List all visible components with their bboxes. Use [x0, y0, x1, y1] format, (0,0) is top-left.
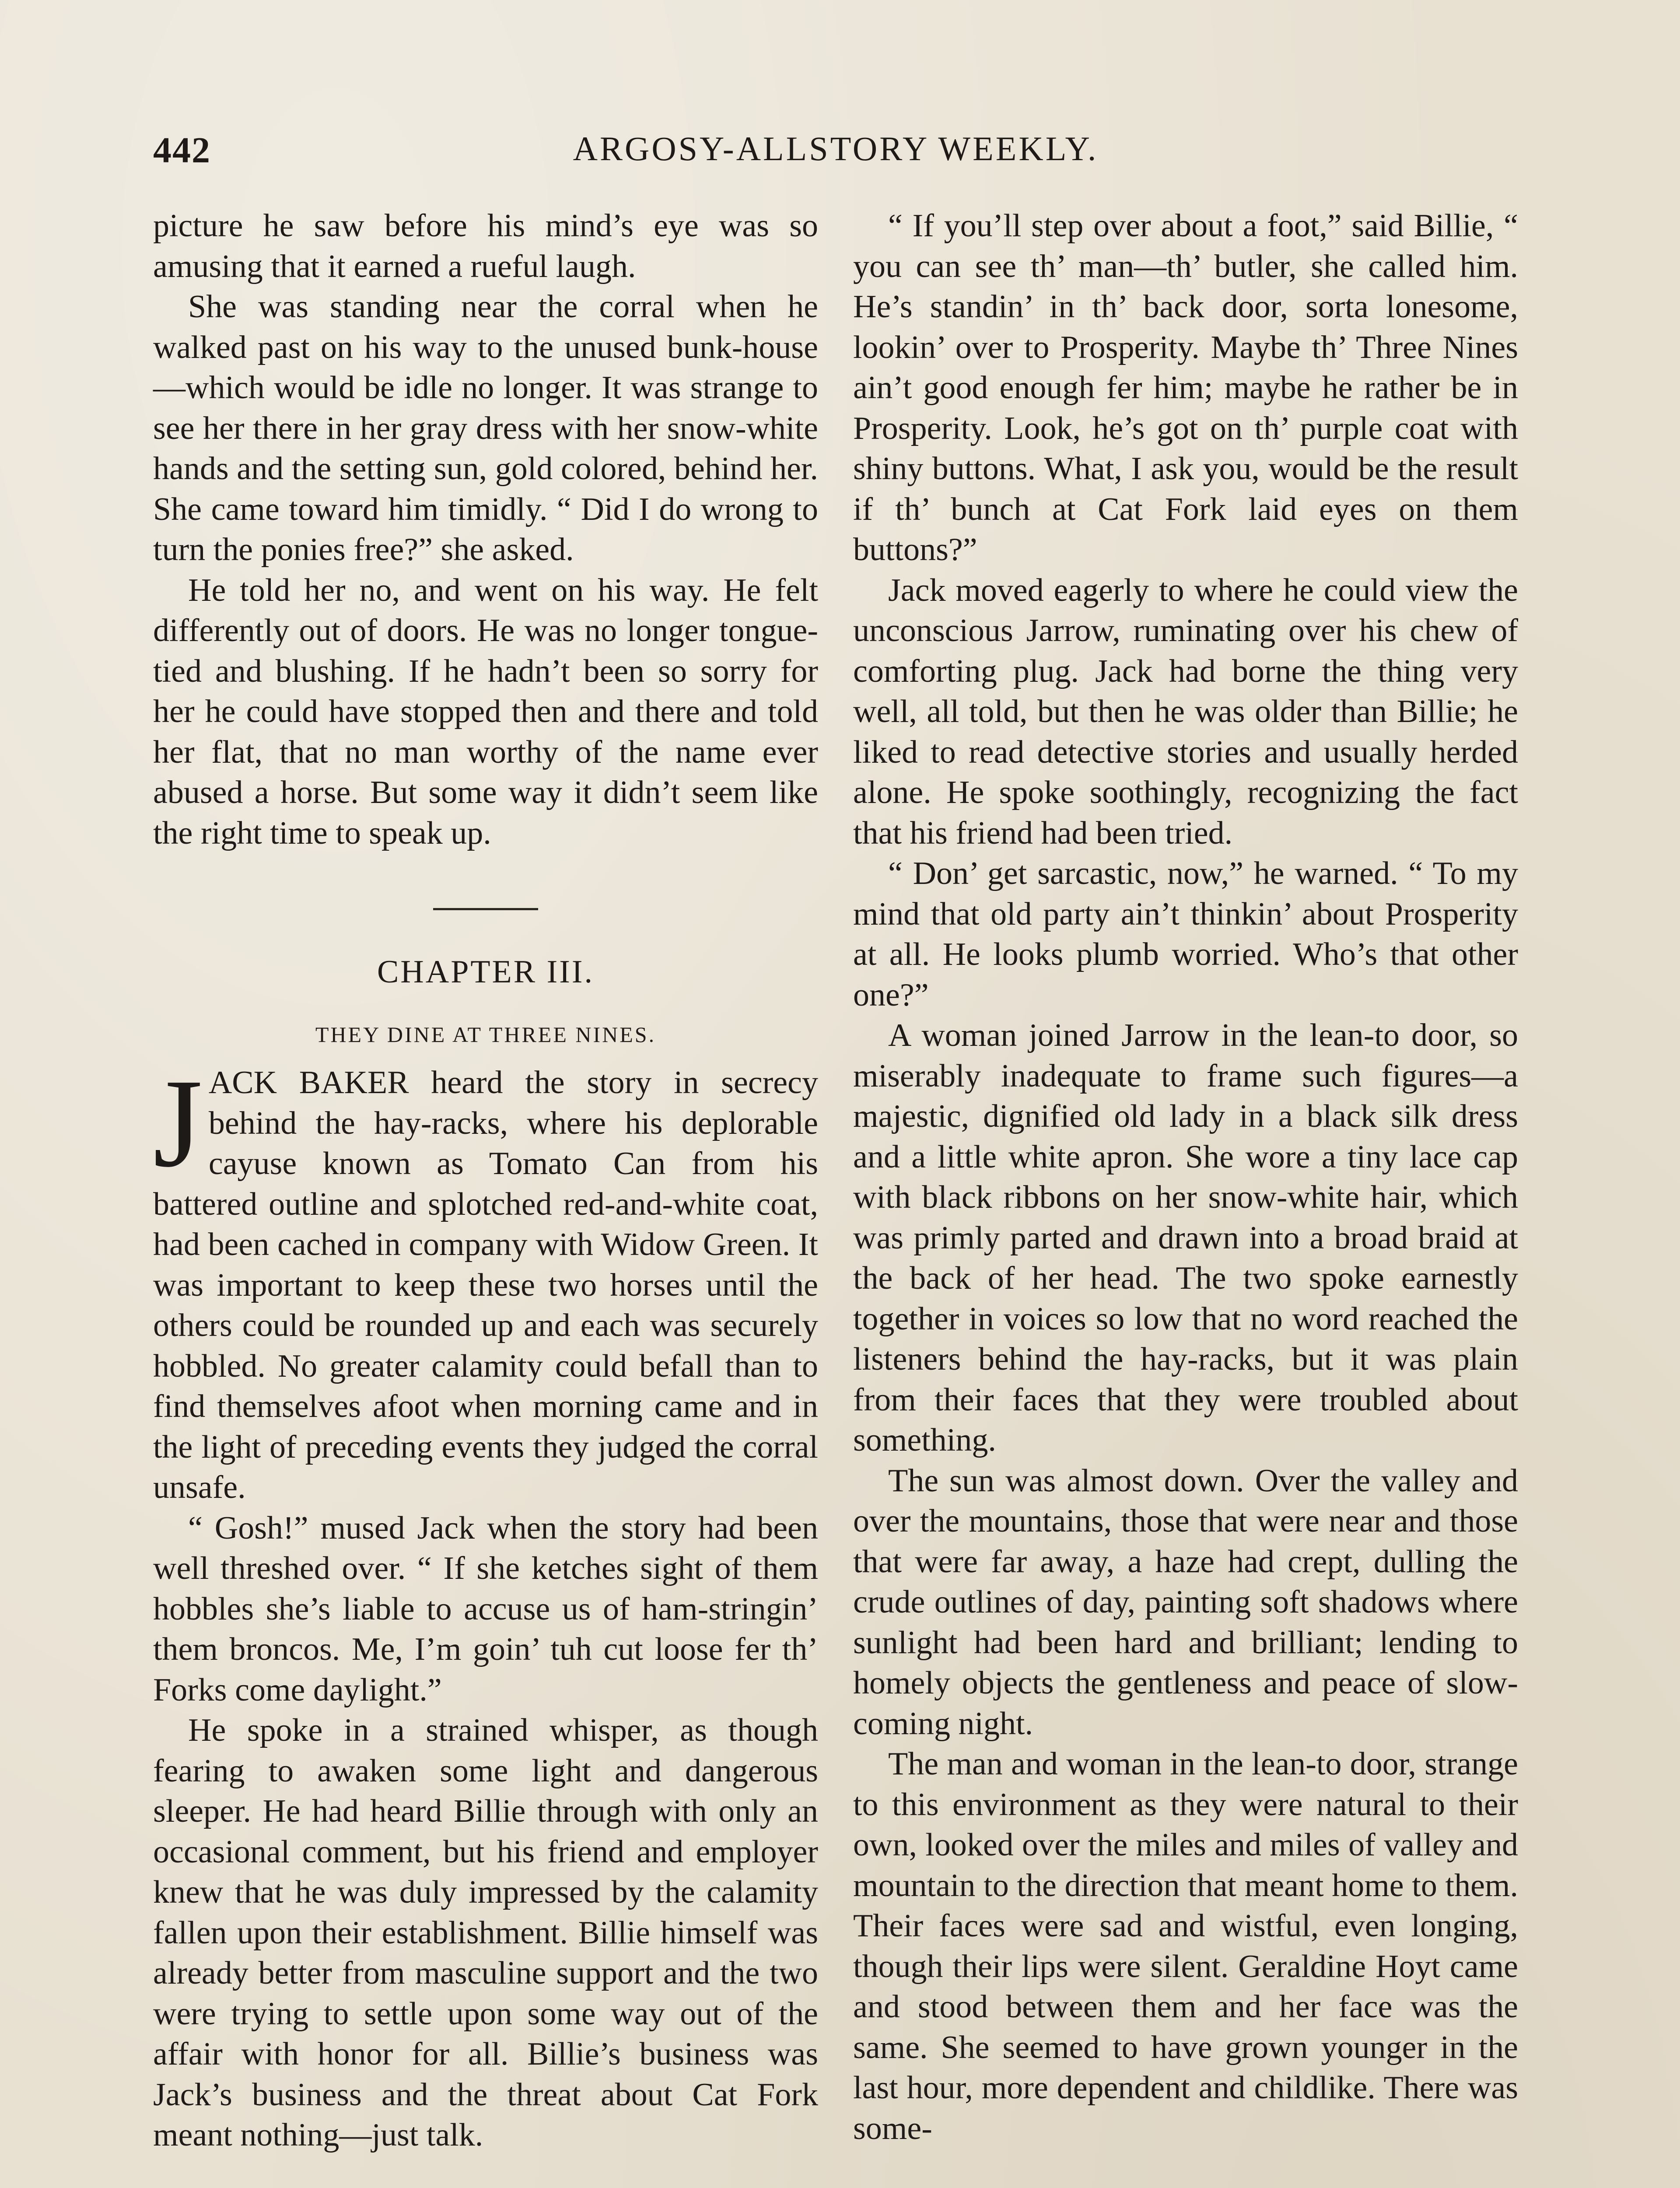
- drop-cap: J: [153, 1053, 203, 1193]
- page-header: [153, 129, 1518, 177]
- paragraph: The man and woman in the lean-to door, strange to this environment as they were natural to their own, looked over the miles and miles of valley and mountain to the direction that meant home to them. Their faces were sad and wistful, even longing, though their lips were silent. Geraldine Hoyt came and stood between them and her face was the same. She seemed to have grown younger in the last hour, more dependent and childlike. There was some-: [853, 1746, 1518, 2146]
- page-number: 442: [153, 130, 211, 171]
- right-column: [853, 206, 1518, 2149]
- paragraph: “ If you’ll step over about a foot,” said Billie, “ you can see th’ man—th’ butler, she called him. He’s standin’ in th’ back door, sorta lonesome, lookin’ over to Prosperity. Maybe th’ Three Nines ain’t good enough fer him; maybe he rather be in Prosperity. Look, he’s got on th’ purple coat with shiny buttons. What, I ask you, would be the result if th’ bunch at Cat Fork laid eyes on them buttons?”: [853, 208, 1518, 568]
- running-title: ARGOSY-ALLSTORY WEEKLY.: [573, 130, 1099, 168]
- paragraph: He told her no, and went on his way. He felt differently out of doors. He was no longer tongue-tied and blushing. If he hadn’t been so sorry for her he could have stopped then and there and told her flat, that no man worthy of the name ever abused a horse. But some way it didn’t seem like the right time to speak up.: [153, 572, 818, 851]
- opening-text: ACK BAKER heard the story in secrecy behind the hay-racks, where his deplorable cayuse known as Tomato Can from his battered outline and splotched red-and-white coat, had been cached in company with Widow Green. It was important to keep these two horses until the others could be rounded up and each was securely hobbled. No greater calamity could befall than to find themselves afoot when morning came and in the light of preceding events they judged the corral unsafe.: [153, 1065, 818, 1505]
- chapter-subtitle: THEY DINE AT THREE NINES.: [315, 1022, 656, 1047]
- paragraph: picture he saw before his mind’s eye was so amusing that it earned a rueful laugh.: [153, 208, 818, 284]
- paragraph: She was standing near the corral when he walked past on his way to the unused bunk-house—which would be idle no longer. It was strange to see her there in her gray dress with her snow-white hands and the setting sun, gold colored, behind her. She came toward him timidly. “ Did I do wrong to turn the ponies free?” she asked.: [153, 289, 818, 568]
- paragraph: The sun was almost down. Over the valley and over the mountains, those that were near and those that were far away, a haze had crept, dulling the crude outlines of day, painting soft shadows where sunlight had been hard and brilliant; lending to homely objects the gentleness and peace of slow-coming night.: [853, 1462, 1518, 1742]
- section-divider: [433, 908, 538, 910]
- paragraph: Jack moved eagerly to where he could view the unconscious Jarrow, ruminating over his chew of comforting plug. Jack had borne the thing very well, all told, but then he was older than Billie; he liked to read detective stories and usually herded alone. He spoke soothingly, recognizing the fact that his friend had been tried.: [853, 572, 1518, 851]
- chapter-title: CHAPTER III.: [377, 954, 595, 990]
- paragraph: “ Gosh!” mused Jack when the story had been well threshed over. “ If she ketches sight of them hobbles she’s liable to accuse us of ham-stringin’ them broncos. Me, I’m goin’ tuh cut loose fer th’ Forks come daylight.”: [153, 1510, 818, 1708]
- paragraph: “ Don’ get sarcastic, now,” he warned. “ To my mind that old party ain’t thinkin’ about Prosperity at all. He looks plumb worried. Who’s that other one?”: [853, 856, 1518, 1013]
- chapter-opening-paragraph: [153, 1053, 818, 1508]
- paragraph: A woman joined Jarrow in the lean-to door, so miserably inadequate to frame such figures—a majestic, dignified old lady in a black silk dress and a little white apron. She wore a tiny lace cap with black ribbons on her snow-white hair, which was primly parted and drawn into a broad braid at the back of her head. The two spoke earnestly together in voices so low that no word reached the listeners behind the hay-racks, but it was plain from their faces that they were troubled about something.: [853, 1017, 1518, 1458]
- left-column: [153, 206, 818, 2156]
- paragraph: He spoke in a strained whisper, as though fearing to awaken some light and dangerous sleeper. He had heard Billie through with only an occasional comment, but his friend and employer knew that he was duly impressed by the calamity fallen upon their establishment. Billie himself was already better from masculine support and the two were trying to settle upon some way out of the affair with honor for all. Billie’s business was Jack’s business and the threat about Cat Fork meant nothing—just talk.: [153, 1712, 818, 2153]
